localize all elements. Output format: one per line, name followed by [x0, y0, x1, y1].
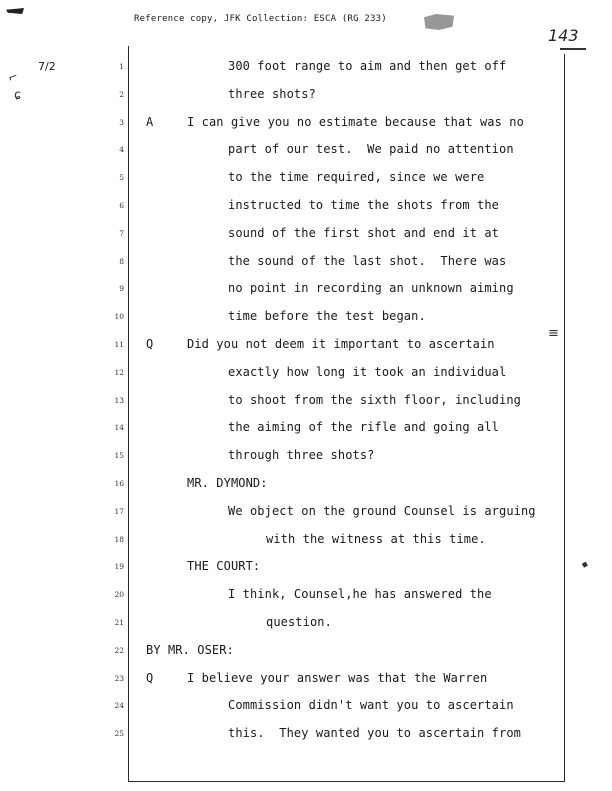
transcript-line-text: Did you not deem it important to ascertain [187, 337, 495, 351]
header-stamp-blot [424, 14, 454, 30]
line-number: 1 [119, 62, 124, 71]
transcript-line-text: time before the test began. [228, 309, 426, 324]
transcript-line-text: through three shots? [228, 448, 375, 463]
line-number: 10 [114, 312, 124, 322]
line-number: 13 [114, 395, 124, 405]
handwritten-date-note: 7/2 [38, 60, 56, 73]
line-number: 20 [114, 590, 124, 600]
transcript-line-text: instructed to time the shots from the [228, 198, 500, 212]
line-number: 14 [114, 423, 124, 433]
handwritten-page-number: 143 [548, 26, 579, 45]
line-number: 6 [119, 201, 124, 210]
line-number: 24 [114, 701, 124, 711]
transcript-line-text: THE COURT: [187, 559, 261, 574]
speaker-label: A [146, 114, 154, 129]
line-number: 22 [114, 645, 124, 655]
transcript-line-text: I believe your answer was that the Warren [187, 670, 488, 685]
transcript-right-rule [564, 54, 565, 782]
line-number: 9 [119, 284, 124, 294]
line-number: 7 [119, 228, 124, 238]
line-number: 5 [119, 173, 124, 183]
line-number: 8 [119, 256, 124, 266]
line-number: 18 [114, 534, 124, 544]
reference-header: Reference copy, JFK Collection: ESCA (RG 233) [134, 14, 387, 24]
transcript-line-text: sound of the first shot and end it at [228, 225, 500, 240]
transcript-line-text: I think, Counsel,he has answered the [228, 587, 492, 602]
transcript-line-text: We object on the ground Counsel is arguing [228, 503, 536, 518]
line-number: 25 [114, 729, 124, 739]
line-number: 2 [119, 89, 124, 99]
line-number: 12 [114, 367, 124, 377]
line-number: 19 [114, 562, 124, 572]
transcript-line-text: 300 foot range to aim and then get off [228, 59, 507, 73]
transcript-line-text: to shoot from the sixth floor, including [228, 392, 521, 407]
margin-scribble: ɕ [14, 88, 22, 103]
line-number: 17 [114, 506, 124, 516]
transcript-line-text: the aiming of the rifle and going all [228, 420, 500, 435]
transcript-line-text: question. [266, 615, 332, 629]
transcript-line-text: to the time required, since we were [228, 170, 485, 185]
line-number: 15 [114, 451, 124, 461]
transcript-line-text: the sound of the last shot. There was [228, 253, 507, 268]
margin-scribble: ≡ [548, 326, 559, 341]
margin-scribble: ▪ [579, 559, 591, 571]
transcript-line-text: three shots? [228, 86, 316, 101]
transcript-line-text: part of our test. We paid no attention [228, 142, 514, 157]
margin-scribble: ⌐ [5, 68, 21, 86]
transcript-line-text: BY MR. OSER: [146, 642, 234, 657]
line-number: 21 [114, 618, 124, 627]
transcript-line-text: no point in recording an unknown aiming [228, 281, 514, 296]
speaker-label: Q [146, 670, 154, 685]
top-right-mark [560, 48, 586, 50]
speaker-label: Q [146, 337, 154, 351]
transcript-line-text: exactly how long it took an individual [228, 364, 507, 379]
transcript-left-rule [128, 46, 129, 782]
transcript-line-text: Commission didn't want you to ascertain [228, 698, 514, 713]
transcript-line-text: with the witness at this time. [266, 531, 486, 546]
line-number: 16 [114, 479, 124, 488]
transcript-bottom-rule [128, 781, 565, 782]
line-number: 23 [114, 673, 124, 683]
transcript-line-text: I can give you no estimate because that was no [187, 114, 524, 129]
line-number: 3 [119, 117, 124, 127]
line-number: 4 [119, 145, 124, 155]
corner-ink-mark [6, 8, 24, 14]
line-number: 11 [114, 340, 124, 349]
transcript-line-text: MR. DYMOND: [187, 476, 268, 490]
transcript-line-text: this. They wanted you to ascertain from [228, 726, 521, 741]
